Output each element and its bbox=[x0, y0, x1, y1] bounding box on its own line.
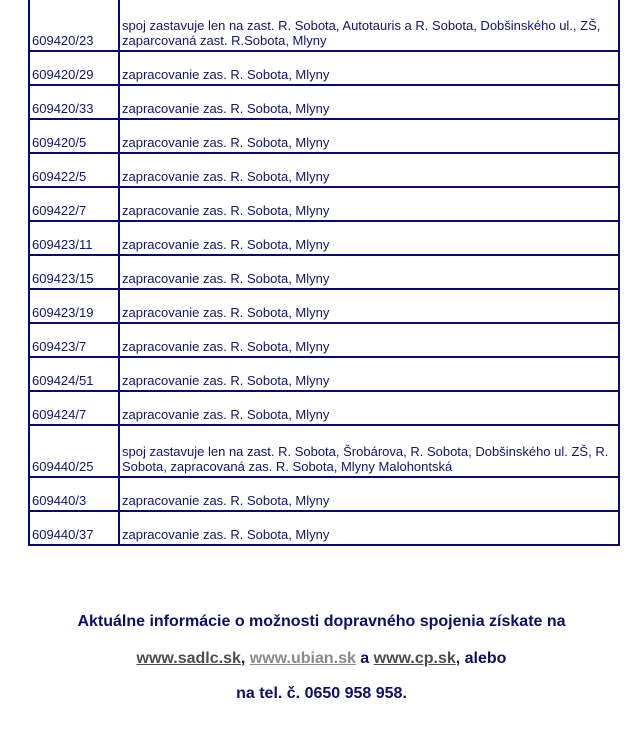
connection-note: spoj zastavuje len na zast. R. Sobota, Šrobárova, R. Sobota, Dobšinského ul. ZŠ, R. Sobota, zapracovaná zas. R. Sobota, Mlyny Malohontská bbox=[119, 425, 619, 477]
connection-code: 609420/23 bbox=[29, 0, 119, 51]
table-row bbox=[29, 153, 619, 187]
table-row bbox=[29, 289, 619, 323]
connection-code: 609423/7 bbox=[29, 323, 119, 357]
connection-code: 609440/25 bbox=[29, 425, 119, 477]
connection-code: 609420/33 bbox=[29, 85, 119, 119]
connection-note: zapracovanie zas. R. Sobota, Mlyny bbox=[119, 221, 619, 255]
table-row bbox=[29, 511, 619, 545]
connection-note: zapracovanie zas. R. Sobota, Mlyny bbox=[119, 119, 619, 153]
table-row bbox=[29, 391, 619, 425]
info-text: Aktuálne informácie o možnosti dopravného spojenia získate na bbox=[77, 613, 566, 630]
connection-note: zapracovanie zas. R. Sobota, Mlyny bbox=[119, 477, 619, 511]
connection-code: 609420/5 bbox=[29, 119, 119, 153]
links-separator-2: a bbox=[355, 650, 374, 667]
phone-info: na tel. č. 0650 958 958. bbox=[236, 685, 407, 702]
table-row bbox=[29, 51, 619, 85]
connection-code: 609440/3 bbox=[29, 477, 119, 511]
table-row bbox=[29, 477, 619, 511]
connection-code: 609420/29 bbox=[29, 51, 119, 85]
table-row bbox=[29, 425, 619, 477]
connection-code: 609423/11 bbox=[29, 221, 119, 255]
connection-note: zapracovanie zas. R. Sobota, Mlyny bbox=[119, 255, 619, 289]
connection-code: 609423/19 bbox=[29, 289, 119, 323]
table-row bbox=[29, 119, 619, 153]
links-separator-3: , alebo bbox=[455, 650, 507, 667]
links-line bbox=[0, 650, 643, 668]
link-ubian[interactable]: www.ubian.sk bbox=[249, 650, 356, 667]
table-row bbox=[29, 221, 619, 255]
connection-code: 609423/15 bbox=[29, 255, 119, 289]
connection-note: zapracovanie zas. R. Sobota, Mlyny bbox=[119, 85, 619, 119]
table-row bbox=[29, 255, 619, 289]
connection-code: 609424/7 bbox=[29, 391, 119, 425]
connection-code: 609424/51 bbox=[29, 357, 119, 391]
connection-note: zapracovanie zas. R. Sobota, Mlyny bbox=[119, 289, 619, 323]
links-separator-1: , bbox=[240, 650, 250, 667]
connection-note: zapracovanie zas. R. Sobota, Mlyny bbox=[119, 187, 619, 221]
table-row bbox=[29, 0, 619, 51]
connection-note: zapracovanie zas. R. Sobota, Mlyny bbox=[119, 357, 619, 391]
connection-note: zapracovanie zas. R. Sobota, Mlyny bbox=[119, 323, 619, 357]
table-row bbox=[29, 323, 619, 357]
link-sadlc[interactable]: www.sadlc.sk bbox=[136, 650, 241, 667]
connection-code: 609422/5 bbox=[29, 153, 119, 187]
connections-table-body bbox=[29, 0, 619, 545]
connection-note: zapracovanie zas. R. Sobota, Mlyny bbox=[119, 391, 619, 425]
link-cp[interactable]: www.cp.sk bbox=[373, 650, 456, 667]
connection-note: zapracovanie zas. R. Sobota, Mlyny bbox=[119, 153, 619, 187]
connection-note: spoj zastavuje len na zast. R. Sobota, Autotauris a R. Sobota, Dobšinského ul., ZŠ, zaparcovaná zast. R.Sobota, Mlyny bbox=[119, 0, 619, 51]
connection-note: zapracovanie zas. R. Sobota, Mlyny bbox=[119, 51, 619, 85]
table-row bbox=[29, 85, 619, 119]
table-row bbox=[29, 187, 619, 221]
connection-note: zapracovanie zas. R. Sobota, Mlyny bbox=[119, 511, 619, 545]
connections-table bbox=[28, 0, 620, 546]
connection-code: 609422/7 bbox=[29, 187, 119, 221]
connection-code: 609440/37 bbox=[29, 511, 119, 545]
table-row bbox=[29, 357, 619, 391]
